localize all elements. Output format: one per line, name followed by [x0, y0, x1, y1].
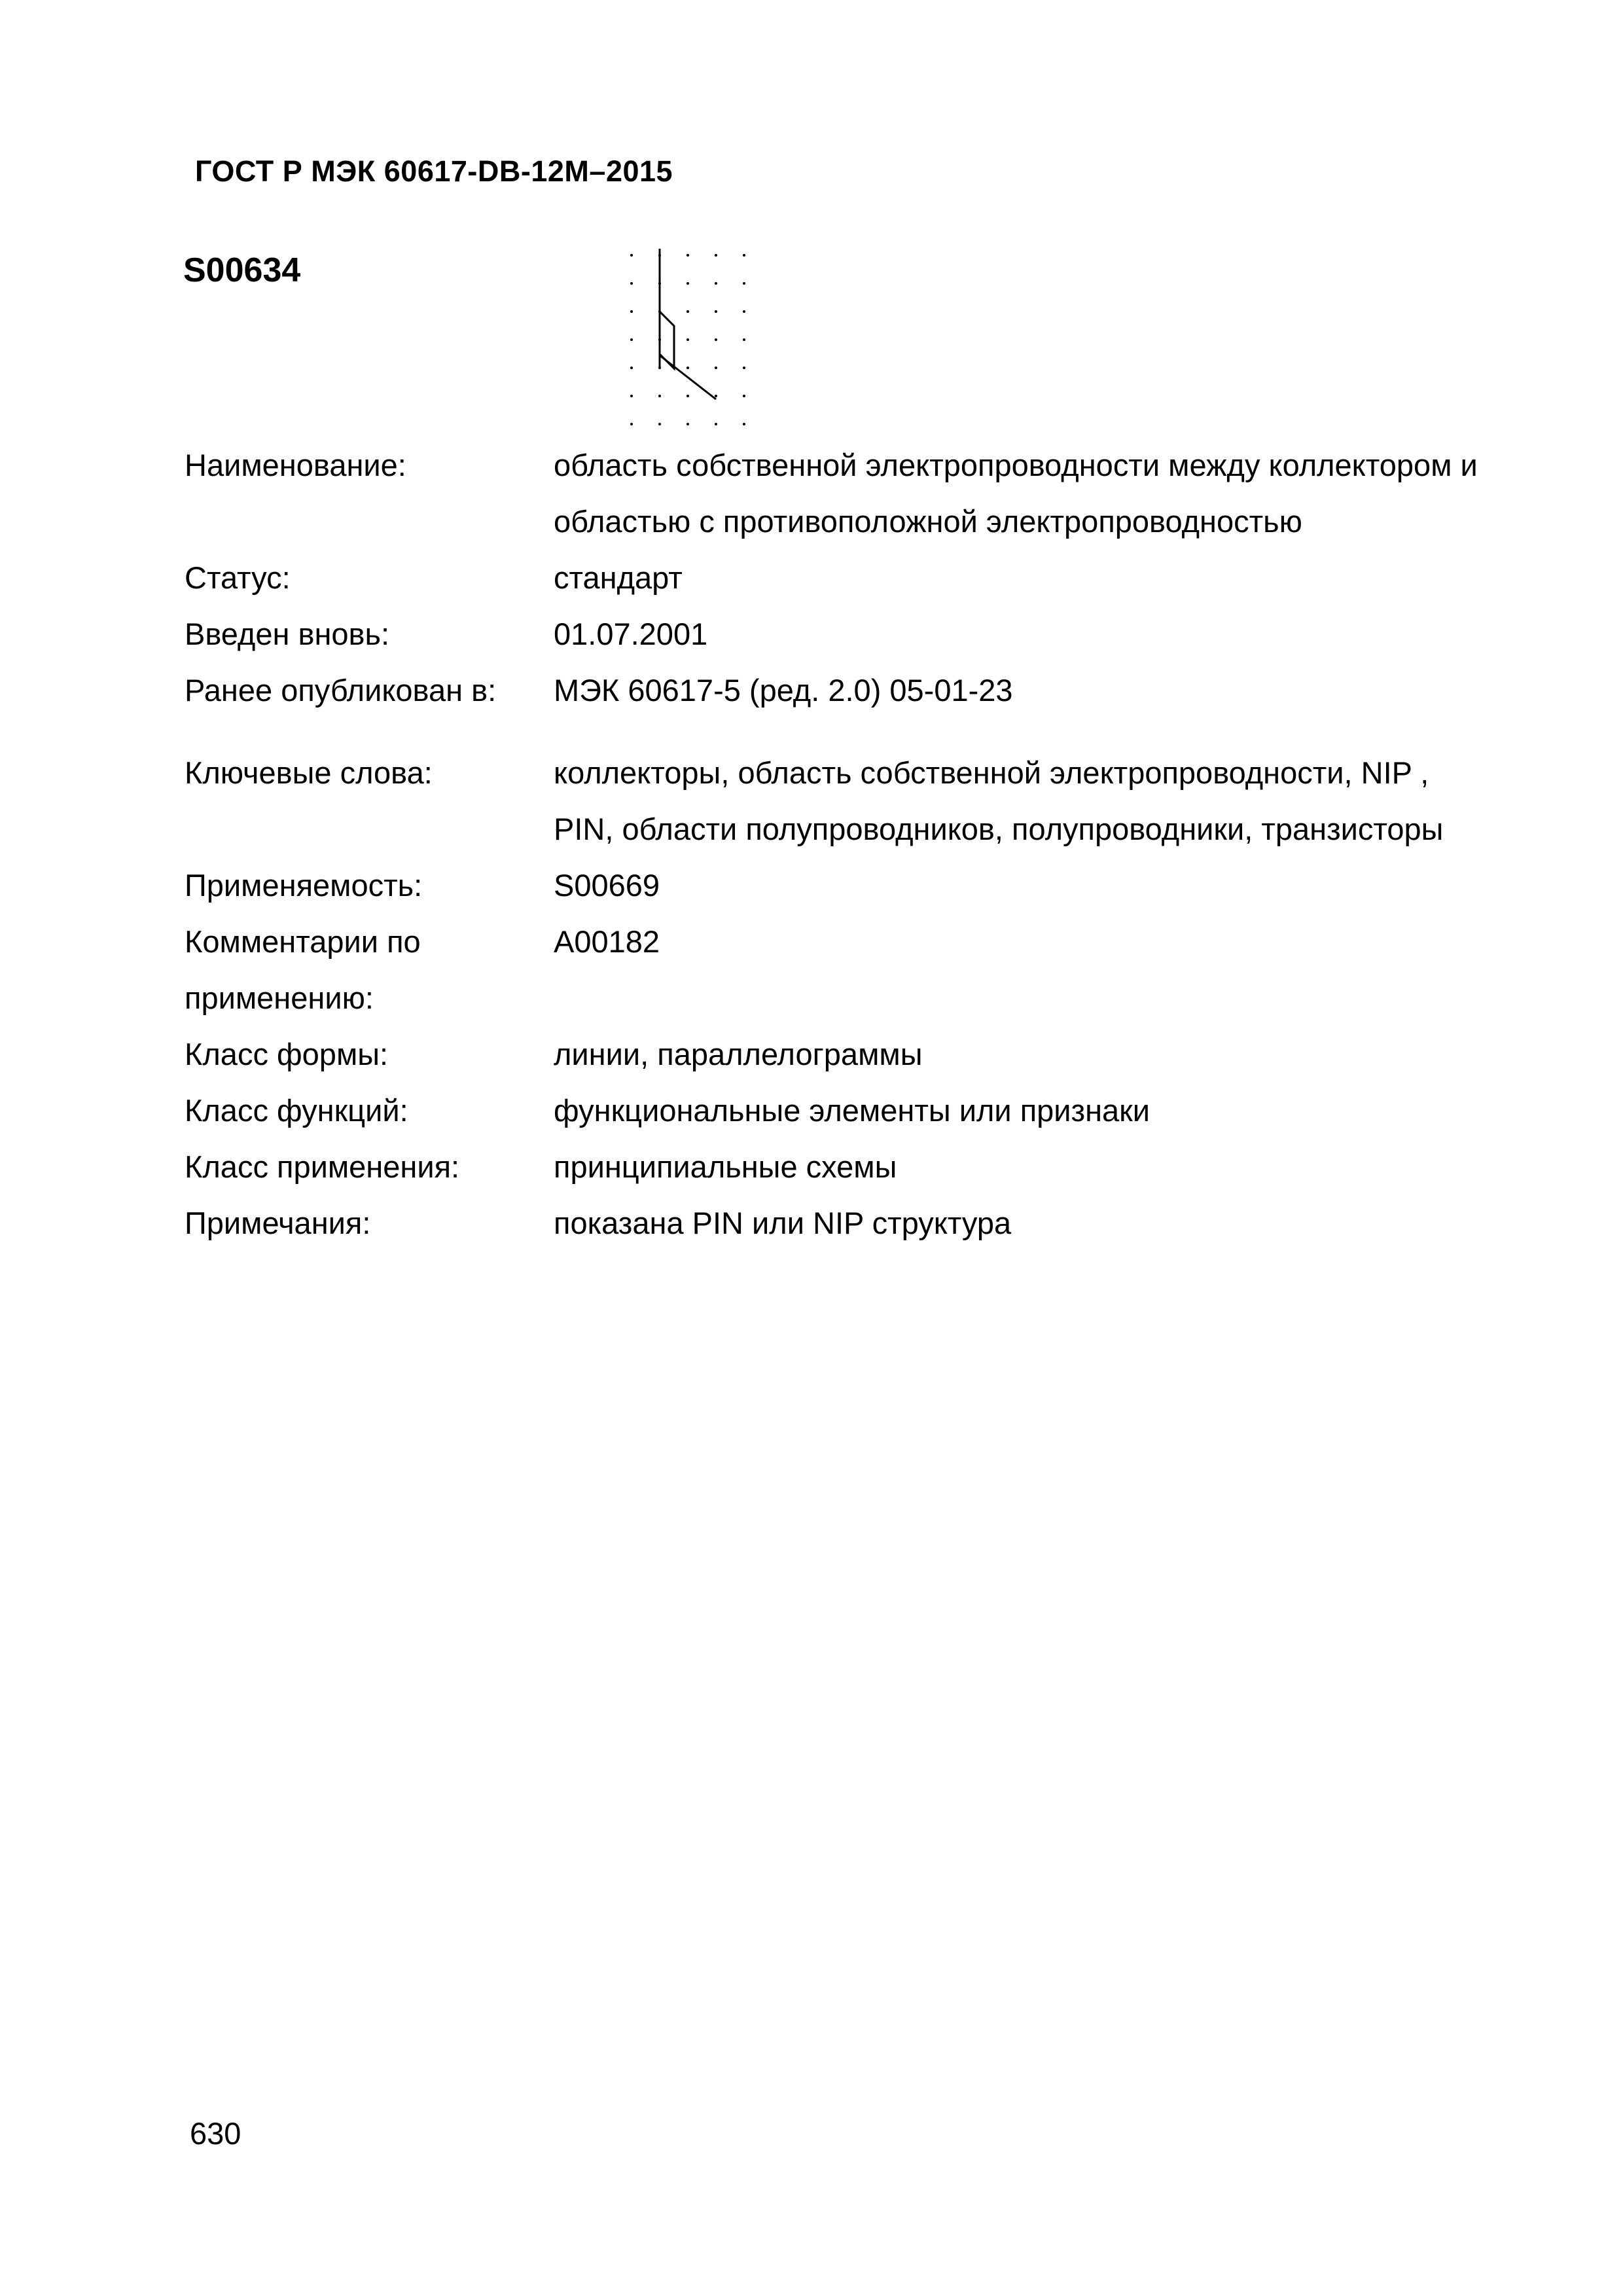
- field-list: [185, 437, 1493, 1251]
- field-value: область собственной электропроводности между коллектором и областью с противоположной электропроводностью: [554, 448, 1478, 539]
- field-row-status: [185, 550, 1493, 606]
- field-value: показана PIN или NIP структура: [554, 1206, 1012, 1240]
- symbol-graphic: [615, 242, 766, 439]
- field-label: Класс формы:: [185, 1037, 389, 1071]
- field-value: МЭК 60617-5 (ред. 2.0) 05-01-23: [554, 673, 1013, 708]
- field-value: коллекторы, область собственной электропроводности, NIP , PIN, области полупроводников, полупроводники, транзисторы: [554, 755, 1444, 846]
- field-value: А00182: [554, 924, 660, 959]
- field-row-keywords: [185, 745, 1493, 857]
- field-row-function-class: [185, 1083, 1493, 1139]
- field-label: Примечания:: [185, 1206, 371, 1240]
- grid-dots: [630, 254, 745, 425]
- field-row-shape-class: [185, 1026, 1493, 1083]
- field-row-notes: [185, 1195, 1493, 1251]
- field-label: Ранее опубликован в:: [185, 673, 497, 708]
- page-number: 630: [190, 2116, 241, 2151]
- field-value: стандарт: [554, 560, 683, 595]
- field-label: Применяемость:: [185, 868, 423, 903]
- field-row-introduced: [185, 606, 1493, 662]
- field-label: Ключевые слова:: [185, 755, 433, 790]
- field-value: 01.07.2001: [554, 617, 708, 651]
- field-label: Наименование:: [185, 448, 406, 482]
- field-label: Введен вновь:: [185, 617, 390, 651]
- field-row-application-class: [185, 1139, 1493, 1195]
- field-value: S00669: [554, 868, 660, 903]
- field-value: функциональные элементы или признаки: [554, 1093, 1150, 1128]
- field-label: Класс применения:: [185, 1149, 460, 1184]
- field-value: принципиальные схемы: [554, 1149, 897, 1184]
- field-row-published-in: [185, 662, 1493, 719]
- field-row-applicability: [185, 857, 1493, 914]
- field-row-application-comments: [185, 914, 1493, 1026]
- document-header: ГОСТ Р МЭК 60617-DB-12М–2015: [195, 154, 673, 188]
- field-row-name: [185, 437, 1493, 550]
- field-label: Комментарии по применению:: [185, 924, 421, 1015]
- symbol-id: S00634: [183, 251, 301, 289]
- symbol-lines: [660, 249, 716, 399]
- field-label: Класс функций:: [185, 1093, 408, 1128]
- field-value: линии, параллелограммы: [554, 1037, 923, 1071]
- field-label: Статус:: [185, 560, 291, 595]
